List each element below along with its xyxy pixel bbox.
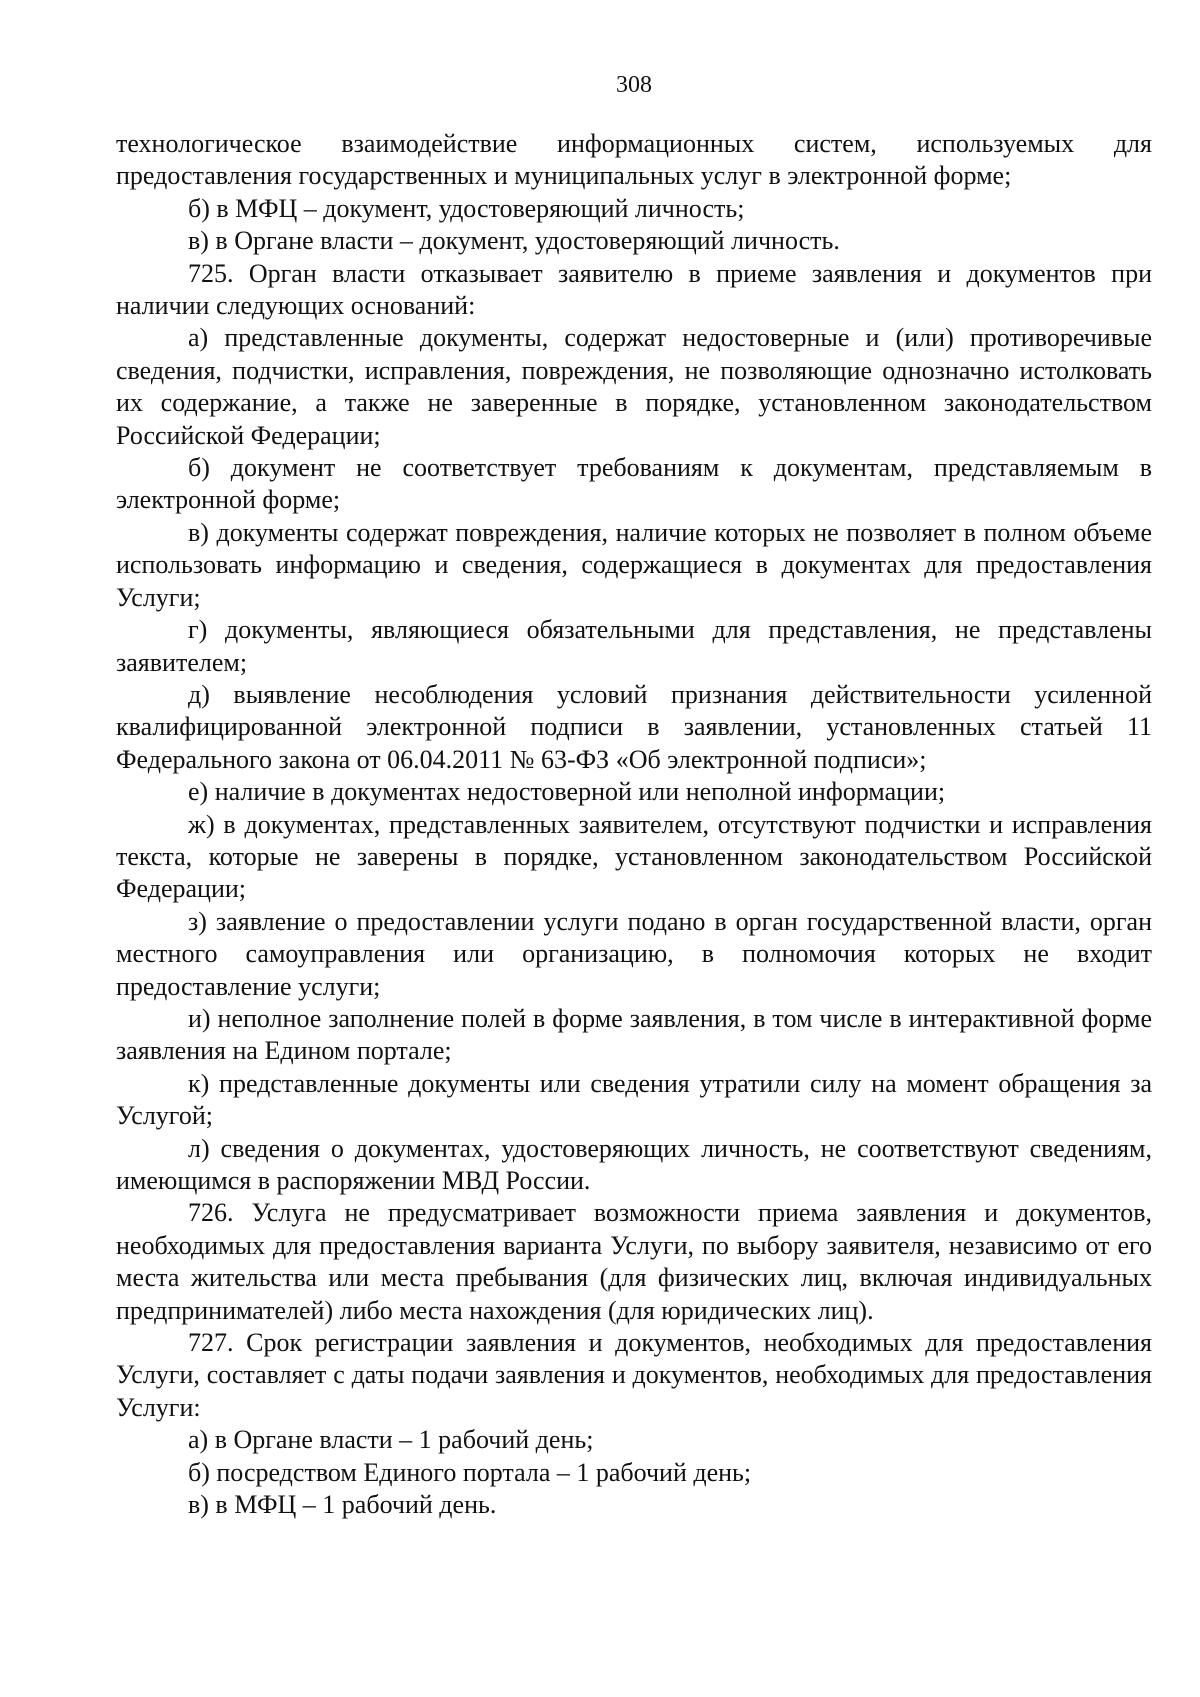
paragraph-725-a: а) представленные документы, содержат недостоверные и (или) противоречивые сведения, подчистки, исправления, повреждения, не позволяющие однозначно истолковать их содержание, а также не заверенные в порядке, установленном законодательством Российской Федерации; (116, 323, 1152, 450)
paragraph-item-b-mfc: б) в МФЦ – документ, удостоверяющий личность; (188, 193, 745, 223)
paragraph-727-a: а) в Органе власти – 1 рабочий день; (188, 1425, 594, 1455)
paragraph-727: 727. Срок регистрации заявления и документов, необходимых для предоставления Услуги, составляет с даты подачи заявления и документов, необходимых для предоставления Услуги: (116, 1328, 1152, 1422)
paragraph-725-d: д) выявление несоблюдения условий признания действительности усиленной квалифицированной электронной подписи в заявлении, установленных статьей 11 Федерального закона от 06.04.2011 № 63-ФЗ «Об электронной подписи»; (116, 679, 1152, 774)
page-number: 308 (616, 72, 652, 98)
paragraph-727-v: в) в МФЦ – 1 рабочий день. (188, 1490, 497, 1520)
paragraph-725-zh: ж) в документах, представленных заявителем, отсутствуют подчистки и исправления текста, которые не заверены в порядке, установленном законодательством Российской Федерации; (116, 809, 1152, 904)
paragraph-727-b: б) посредством Единого портала – 1 рабочий день; (188, 1457, 752, 1487)
paragraph-725-k: к) представленные документы или сведения утратили силу на момент обращения за Услугой; (116, 1068, 1152, 1131)
paragraph-725-g: г) документы, являющиеся обязательными для представления, не представлены заявителем; (116, 615, 1152, 677)
paragraph-725-z: з) заявление о предоставлении услуги подано в орган государственной власти, орган местного самоуправления или организацию, в полномочия которых не входит предоставление услуги; (116, 906, 1152, 1001)
paragraph-726: 726. Услуга не предусматривает возможности приема заявления и документов, необходимых для предоставления варианта Услуги, по выбору заявителя, независимо от его места жительства или места пребывания (для физических лиц, включая индивидуальных предпринимателей) либо места нахождения (для юридических лиц). (116, 1198, 1152, 1325)
paragraph-725: 725. Орган власти отказывает заявителю в приеме заявления и документов при наличии следующих оснований: (116, 258, 1152, 321)
paragraph-725-v: в) документы содержат повреждения, наличие которых не позволяет в полном объеме использовать информацию и сведения, содержащиеся в документах для предоставления Услуги; (116, 517, 1152, 612)
paragraph-725-i: и) неполное заполнение полей в форме заявления, в том числе в интерактивной форме заявления на Едином портале; (116, 1003, 1152, 1066)
paragraph-continuation: технологическое взаимодействие информационных систем, используемых для предоставления государственных и муниципальных услуг в электронной форме; (116, 129, 1152, 191)
paragraph-725-b: б) документ не соответствует требованиям к документам, представляемым в электронной форме; (116, 453, 1152, 515)
paragraph-item-v-authority: в) в Органе власти – документ, удостоверяющий личность. (188, 226, 840, 256)
paragraph-725-e: е) наличие в документах недостоверной или неполной информации; (188, 777, 946, 807)
paragraph-725-l: л) сведения о документах, удостоверяющих личность, не соответствуют сведениям, имеющимся в распоряжении МВД России. (116, 1133, 1152, 1195)
document-body (116, 128, 1152, 1521)
